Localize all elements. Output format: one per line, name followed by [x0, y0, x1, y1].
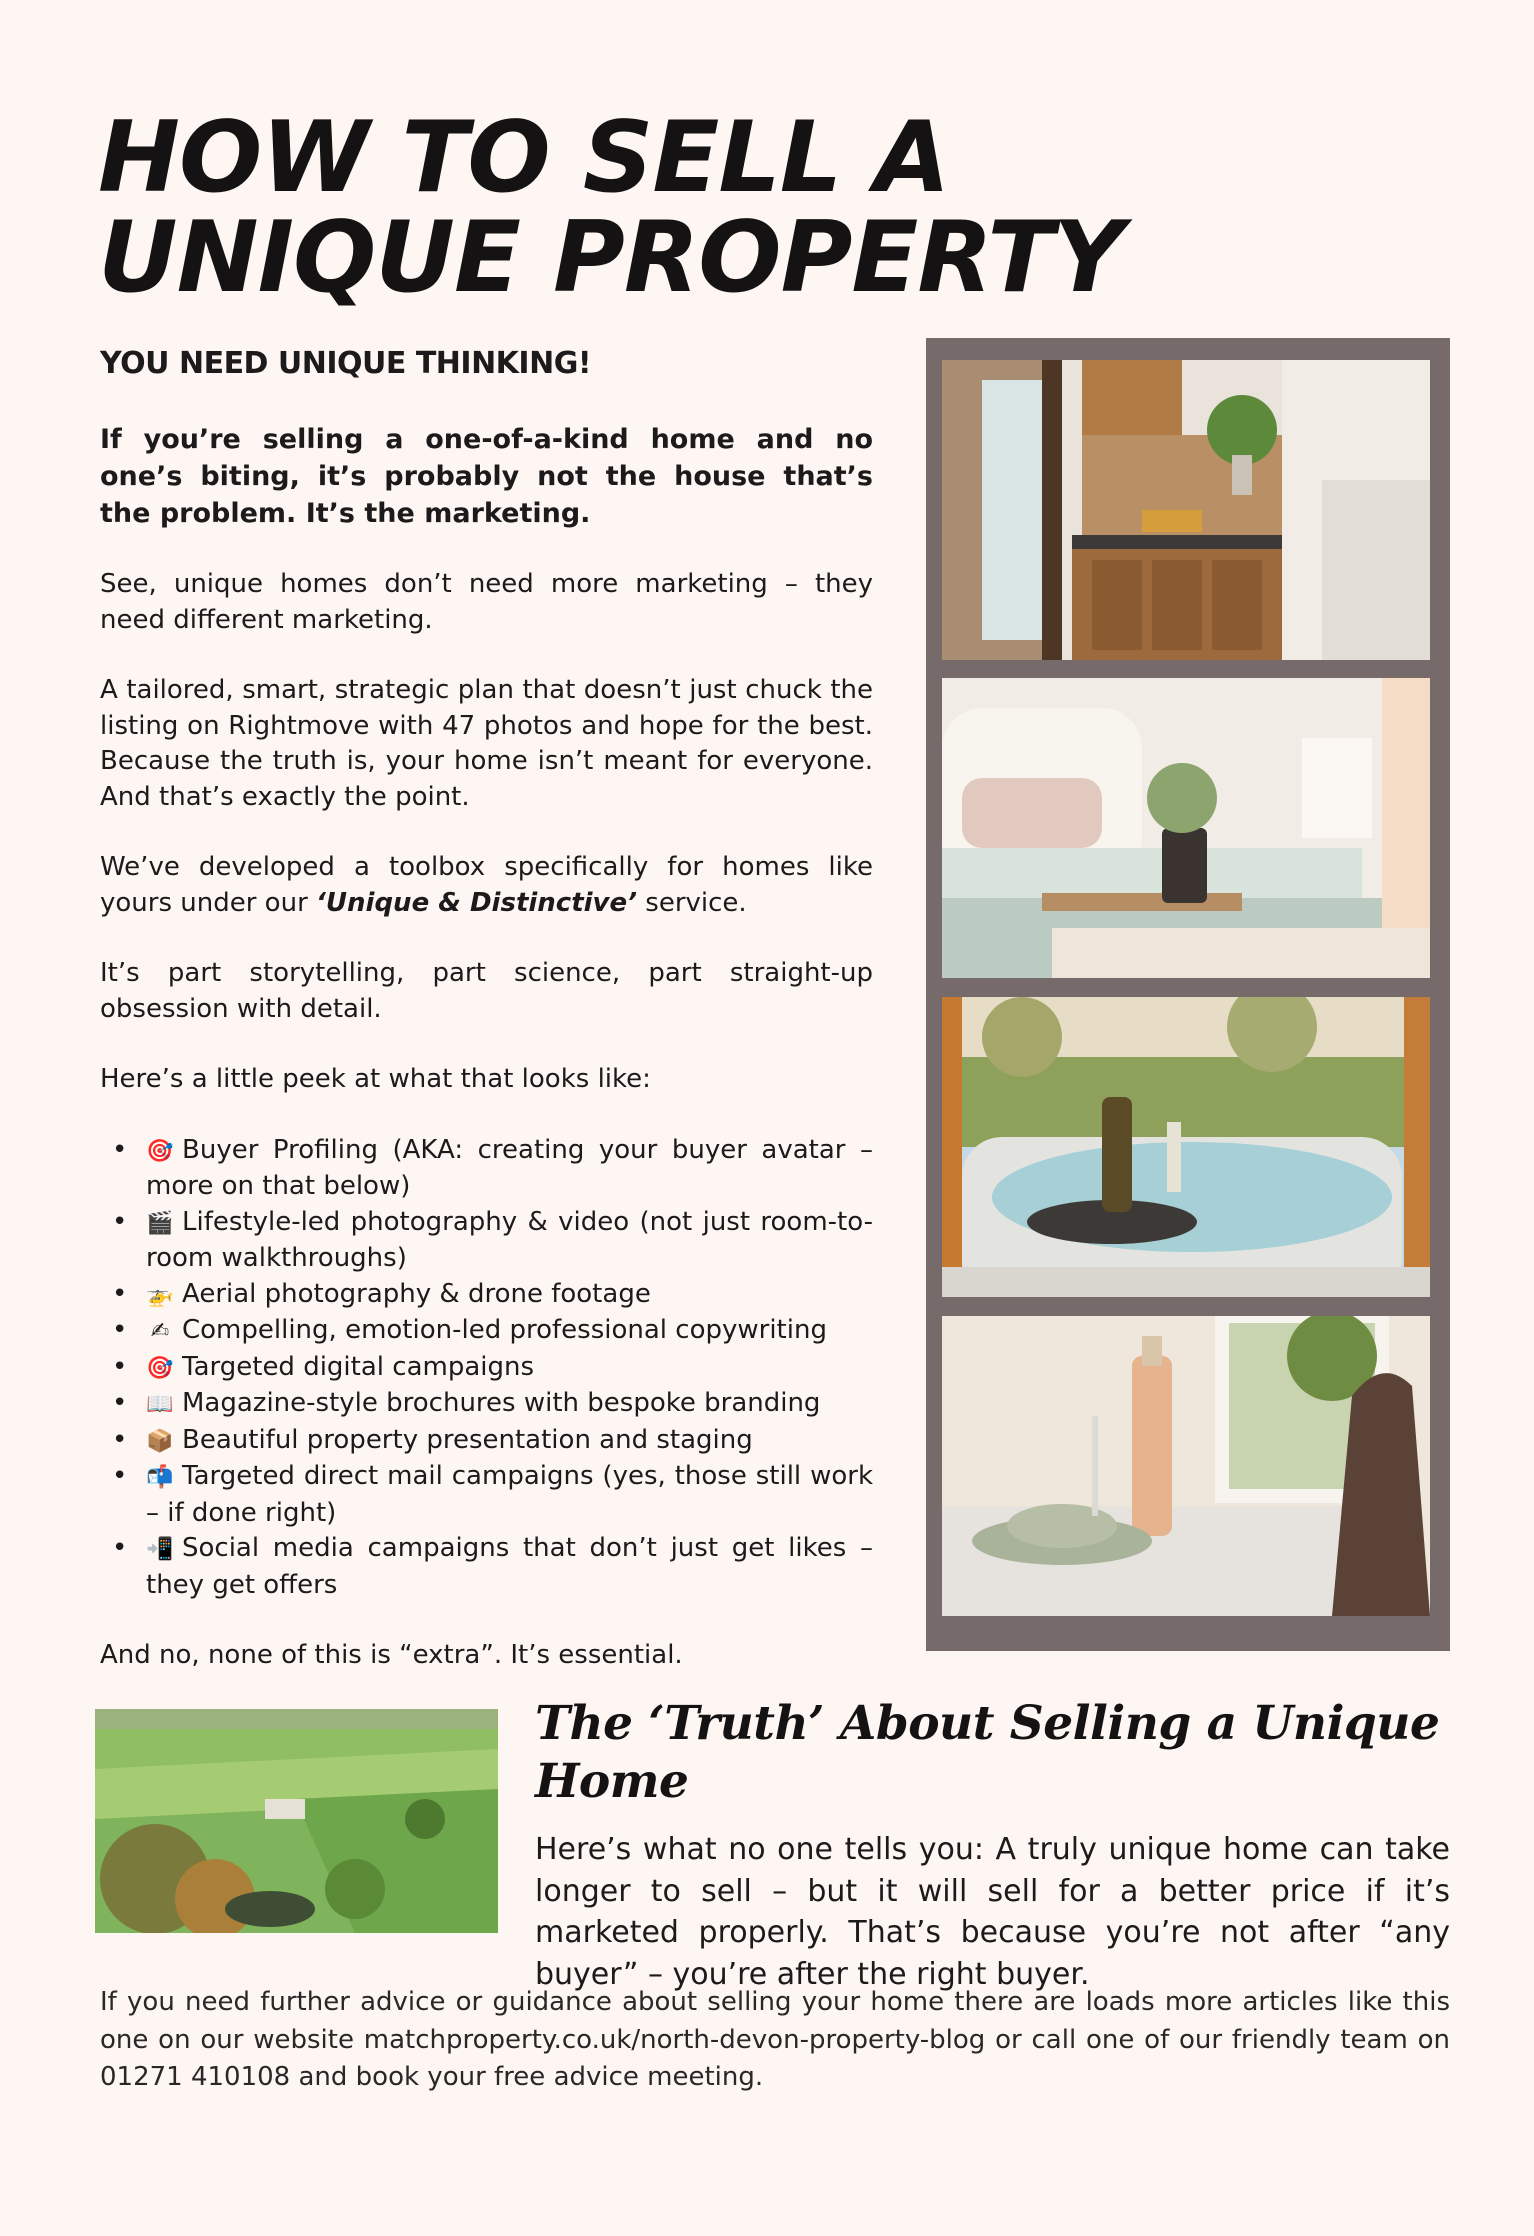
paragraph-3-end: service. [637, 887, 747, 918]
list-item: • 🎯 Targeted digital campaigns [146, 1350, 873, 1387]
truth-heading: The ‘Truth’ About Selling a Unique Home [535, 1696, 1440, 1809]
bedroom-photo [942, 678, 1430, 978]
truth-body: Here’s what no one tells you: A truly unique home can take longer to sell – but it will sell for a better price if it’s marketed properly. That’s because you’re not after “any buyer” – you’re after the right buyer. [535, 1832, 1450, 1992]
list-item: • 📦 Beautiful property presentation and staging [146, 1423, 873, 1460]
paragraph-3-start: We’ve developed a toolbox specifically for homes like yours under our [100, 852, 873, 918]
list-item: • 🚁 Aerial photography & drone footage [146, 1277, 873, 1314]
paragraph-3 [100, 850, 873, 921]
photo-gallery [926, 338, 1450, 1651]
writing-hand-icon: ✍ [150, 1319, 170, 1344]
title-line-1: HOW TO SELL A [98, 101, 950, 215]
phone-icon: 📲 [146, 1537, 174, 1562]
footer-text: If you need further advice or guidance about selling your home there are loads more articles like this one on our website matchproperty.co.uk/north-devon-property-blog or call one of our friendly team on 01271 410108 and book your free advice meeting. [100, 1987, 1450, 2092]
service-name: ‘Unique & Distinctive’ [316, 887, 638, 918]
truth-section [535, 1695, 1450, 1995]
list-item: • 🎬 Lifestyle-led photography & video (not just room-to-room walkthroughs) [146, 1205, 873, 1277]
target-icon: 🎯 [146, 1355, 174, 1381]
dining-photo [942, 1316, 1430, 1616]
aerial-countryside-photo [95, 1709, 498, 1933]
list-item: • 📬 Targeted direct mail campaigns (yes, those still work – if done right) [146, 1459, 873, 1531]
paragraph-2: A tailored, smart, strategic plan that doesn’t just chuck the listing on Rightmove with 47 photos and hope for the best. Because the truth is, your home isn’t meant for everyone. And that’s exactly the point. [100, 675, 873, 812]
hot-tub-photo [942, 997, 1430, 1297]
list-item: • ✍ Compelling, emotion-led professional copywriting [146, 1313, 873, 1350]
article-body [100, 345, 873, 1709]
target-icon: 🎯 [146, 1138, 174, 1164]
page-title [98, 101, 1298, 315]
helicopter-icon: 🚁 [146, 1282, 174, 1308]
book-icon: 📖 [146, 1392, 174, 1417]
kitchen-photo [942, 360, 1430, 660]
mailbox-icon: 📬 [146, 1465, 174, 1490]
closing-line: And no, none of this is “extra”. It’s essential. [100, 1640, 683, 1670]
list-item: • 🎯 Buyer Profiling (AKA: creating your buyer avatar – more on that below) [146, 1133, 873, 1205]
list-item: • 📲 Social media campaigns that don’t just get likes – they get offers [146, 1531, 873, 1603]
paragraph-4: It’s part storytelling, part science, part straight-up obsession with detail. [100, 958, 873, 1024]
services-list [100, 1133, 873, 1604]
list-item: • 📖 Magazine-style brochures with bespoke branding [146, 1386, 873, 1423]
title-line-2: UNIQUE PROPERTY [98, 201, 1124, 315]
paragraph-1: See, unique homes don’t need more marketing – they need different marketing. [100, 569, 873, 635]
paragraph-5: Here’s a little peek at what that looks like: [100, 1064, 651, 1094]
subheading: YOU NEED UNIQUE THINKING! [100, 346, 591, 381]
lead-paragraph: If you’re selling a one-of-a-kind home and no one’s biting, it’s probably not the house that’s the problem. It’s the marketing. [100, 424, 873, 529]
package-icon: 📦 [146, 1428, 174, 1454]
clapper-icon: 🎬 [146, 1210, 174, 1236]
